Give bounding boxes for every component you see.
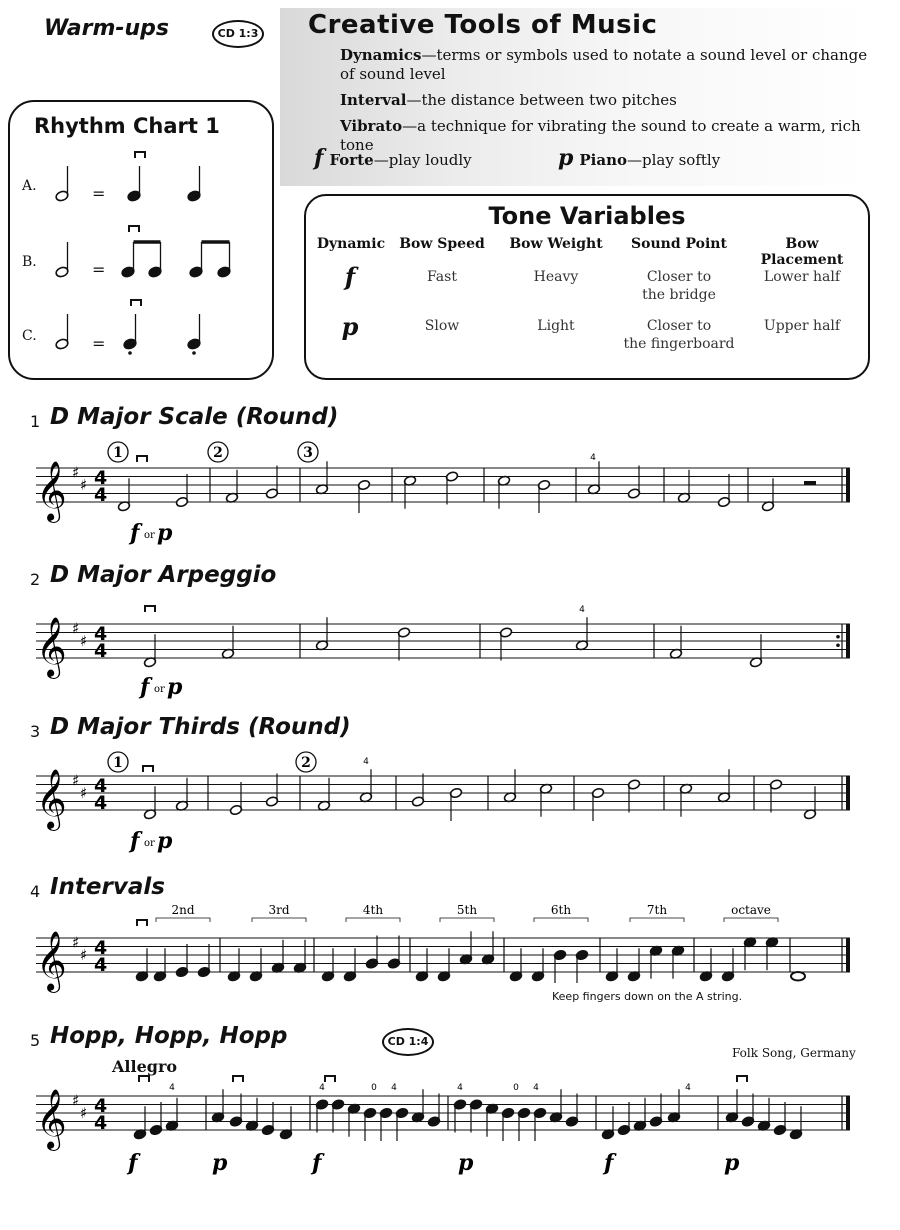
down-bow-icon (135, 152, 145, 158)
down-bow-icon (145, 606, 155, 612)
dynamic-piano: p (724, 1150, 740, 1176)
time-signature-bottom: 4 (94, 1112, 108, 1134)
exercise-3-number: 3 (30, 722, 41, 741)
rhythm-row-label-c: C. (22, 328, 37, 344)
fingering-number: 4 (363, 757, 369, 767)
treble-clef-icon: 𝄞 (36, 617, 67, 677)
time-signature-top: 4 (94, 1095, 108, 1117)
fingering-number: 4 (590, 453, 596, 463)
tone-row-p-dynamic: p (341, 312, 359, 341)
tools-title: Creative Tools of Music (308, 10, 658, 40)
fingering-number: 4 (391, 1083, 397, 1093)
exercise-3-title: D Major Thirds (Round) (50, 714, 351, 740)
fingering-number: 4 (457, 1083, 463, 1093)
fingering-number: 0 (513, 1083, 519, 1093)
time-signature-bottom: 4 (94, 640, 108, 662)
round-entry-number: 2 (301, 755, 311, 771)
time-signature-top: 4 (94, 775, 108, 797)
rhythm-equals-a: = (92, 184, 106, 203)
dynamic-forte: f (312, 1150, 322, 1176)
definition-dynamics: Dynamics—terms or symbols used to notate a sound level or change of sound level (340, 46, 868, 83)
time-signature-top: 4 (94, 937, 108, 959)
rhythm-row-label-b: B. (22, 254, 37, 270)
exercise-2-title: D Major Arpeggio (50, 562, 277, 588)
tempo-marking: Allegro (112, 1057, 178, 1076)
tone-variables-title: Tone Variables (488, 202, 686, 230)
sharp-icon: ♯ (72, 619, 80, 638)
piano-definition: p Piano—play softly (558, 145, 721, 171)
dynamic-forte: f (128, 1150, 138, 1176)
interval-label: 6th (550, 903, 572, 917)
tone-row-f-weight: Heavy (533, 269, 579, 285)
tone-header-bow-placement: Bow Placement (760, 236, 844, 268)
interval-bracket (156, 918, 210, 922)
interval-bracket (534, 918, 588, 922)
tone-row-p-point: Closer to the fingerboard (623, 318, 735, 352)
fingering-number: 4 (533, 1083, 539, 1093)
exercise-4-instruction: Keep fingers down on the A string. (552, 990, 743, 1003)
rhythm-chart-title: Rhythm Chart 1 (34, 114, 220, 138)
rhythm-equals-c: = (92, 334, 106, 353)
sharp-icon: ♯ (80, 476, 88, 494)
interval-label: 5th (456, 903, 478, 917)
dynamic-piano: p (157, 828, 173, 854)
sharp-icon: ♯ (72, 933, 80, 952)
fingering-number: 4 (579, 605, 585, 615)
interval-label: 7th (646, 903, 668, 917)
time-signature-bottom: 4 (94, 954, 108, 976)
dynamic-forte: f (130, 828, 140, 854)
tone-row-p-weight: Light (537, 318, 575, 334)
sharp-icon: ♯ (80, 784, 88, 802)
interval-label: 2nd (171, 903, 195, 917)
dynamic-forte: f (140, 674, 150, 700)
sharp-icon: ♯ (72, 771, 80, 790)
interval-bracket (346, 918, 400, 922)
fingering-number: 4 (169, 1083, 175, 1093)
tone-row-f-point: Closer to the bridge (642, 269, 716, 303)
interval-bracket (252, 918, 306, 922)
fingering-number: 4 (319, 1083, 325, 1093)
tone-row-p-placement: Upper half (763, 318, 841, 334)
dynamic-forte: f (130, 520, 140, 546)
down-bow-icon (131, 300, 141, 306)
interval-label: octave (731, 903, 771, 917)
treble-clef-icon: 𝄞 (36, 769, 67, 829)
cd-track-badge-2: CD 1:4 (382, 1028, 434, 1056)
rhythm-row-label-a: A. (22, 178, 37, 194)
forte-definition: f Forte—play loudly (314, 145, 472, 171)
cd-track-badge: CD 1:3 (212, 20, 264, 48)
staccato-dot (192, 351, 196, 355)
down-bow-icon (137, 456, 147, 462)
tone-row-f-speed: Fast (427, 269, 457, 285)
treble-clef-icon: 𝄞 (36, 931, 67, 991)
fingering-number: 0 (371, 1083, 377, 1093)
round-entry-number: 1 (113, 755, 123, 771)
dynamic-piano: p (212, 1150, 228, 1176)
sharp-icon: ♯ (80, 946, 88, 964)
interval-bracket (630, 918, 684, 922)
exercise-1-title: D Major Scale (Round) (50, 404, 339, 430)
down-bow-icon (139, 1076, 149, 1082)
tone-row-f-placement: Lower half (763, 269, 841, 285)
sharp-icon: ♯ (80, 632, 88, 650)
tone-header-sound-point: Sound Point (631, 236, 727, 252)
dynamic-piano: p (167, 674, 183, 700)
staccato-dot (128, 351, 132, 355)
down-bow-icon (325, 1076, 335, 1082)
interval-bracket (724, 918, 778, 922)
tone-header-bow-weight: Bow Weight (509, 236, 603, 252)
dynamic-forte: f (604, 1150, 614, 1176)
warmups-title: Warm-ups (44, 16, 170, 41)
time-signature-top: 4 (94, 467, 108, 489)
time-signature-bottom: 4 (94, 792, 108, 814)
tone-row-p-speed: Slow (424, 318, 460, 334)
half-rest-icon (804, 481, 816, 485)
interval-label: 3rd (268, 903, 290, 917)
dynamic-piano: p (157, 520, 173, 546)
round-entry-number: 1 (113, 445, 123, 461)
tone-header-dynamic: Dynamic (316, 236, 386, 252)
round-entry-number: 3 (303, 445, 313, 461)
down-bow-icon (129, 226, 139, 232)
rhythm-equals-b: = (92, 260, 106, 279)
down-bow-icon (137, 920, 147, 926)
fingering-number: 4 (685, 1083, 691, 1093)
definition-vibrato: Vibrato—a technique for vibrating the sound to create a warm, rich tone (340, 117, 861, 154)
down-bow-icon (143, 766, 153, 772)
sharp-icon: ♯ (72, 1091, 80, 1110)
whole-note (791, 972, 805, 980)
treble-clef-icon: 𝄞 (36, 461, 67, 521)
time-signature-top: 4 (94, 623, 108, 645)
repeat-dot (836, 635, 840, 639)
definition-interval: Interval—the distance between two pitches (340, 91, 677, 109)
exercise-2-number: 2 (30, 570, 41, 589)
exercise-5-title: Hopp, Hopp, Hopp (50, 1023, 288, 1049)
down-bow-icon (233, 1076, 243, 1082)
sharp-icon: ♯ (72, 463, 80, 482)
dynamic-or: or (144, 530, 155, 541)
tone-row-f-dynamic: f (344, 262, 356, 291)
interval-label: 4th (362, 903, 384, 917)
exercise-1-number: 1 (30, 412, 41, 431)
down-bow-icon (737, 1076, 747, 1082)
dynamic-or: or (154, 684, 165, 695)
dynamic-or: or (144, 838, 155, 849)
treble-clef-icon: 𝄞 (36, 1089, 67, 1149)
song-attribution: Folk Song, Germany (732, 1046, 856, 1060)
sharp-icon: ♯ (80, 1104, 88, 1122)
round-entry-number: 2 (213, 445, 223, 461)
dynamic-piano: p (458, 1150, 474, 1176)
repeat-dot (836, 643, 840, 647)
interval-bracket (440, 918, 494, 922)
tone-header-bow-speed: Bow Speed (399, 236, 485, 252)
time-signature-bottom: 4 (94, 484, 108, 506)
exercise-4-number: 4 (30, 882, 41, 901)
exercise-4-title: Intervals (50, 874, 165, 900)
exercise-5-number: 5 (30, 1031, 41, 1050)
